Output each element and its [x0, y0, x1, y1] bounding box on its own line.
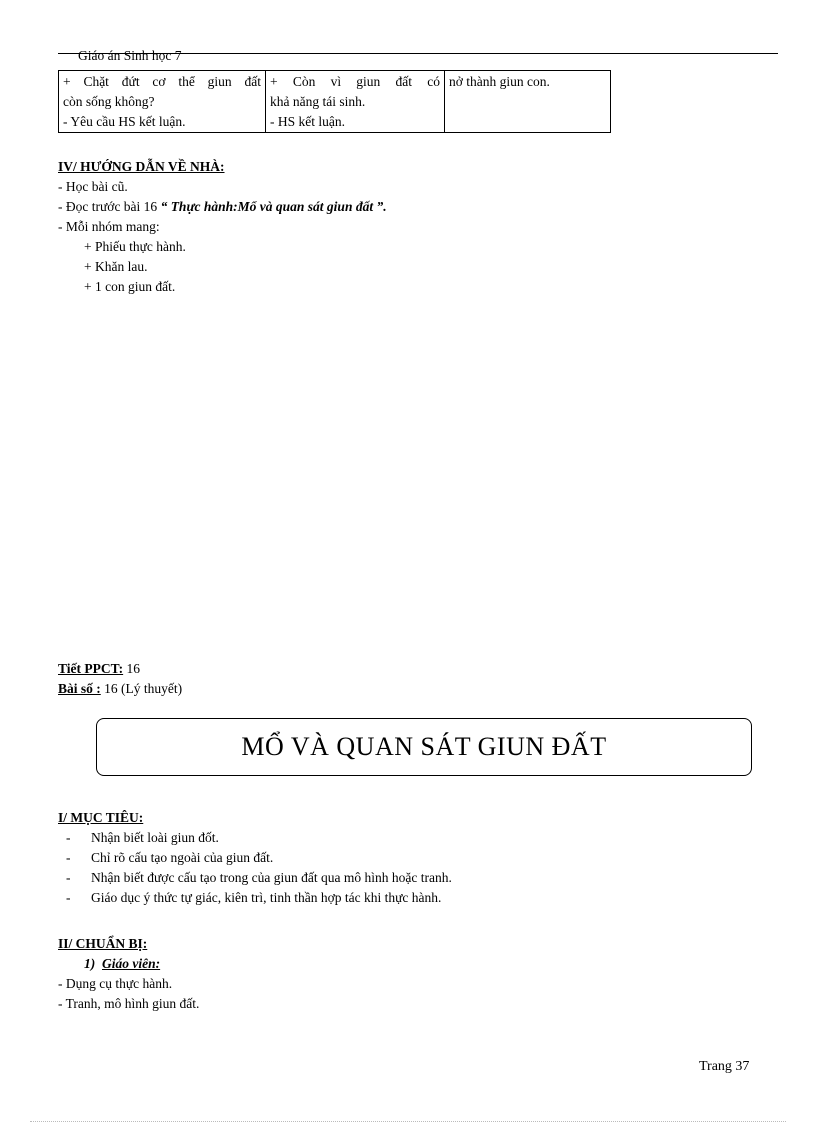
homework-item-next-lesson: [58, 197, 758, 217]
lesson-info: [58, 659, 758, 699]
objective-text: Nhận biết được cấu tạo trong của giun đất qua mô hình hoặc tranh.: [91, 870, 452, 885]
teacher-activity-cell: [59, 71, 266, 133]
cell-line: còn sống không?: [63, 94, 155, 109]
preparation-item: - Dụng cụ thực hành.: [58, 976, 173, 991]
page-bottom-border: [30, 1121, 786, 1122]
lesson-title: MỔ VÀ QUAN SÁT GIUN ĐẤT: [241, 732, 607, 761]
header-divider: [58, 53, 778, 54]
cell-line: nở thành giun con.: [449, 74, 550, 89]
homework-item: - Mỗi nhóm mang:: [58, 219, 160, 234]
lesson-title-box: [96, 718, 752, 776]
period-line: [58, 659, 758, 679]
list-item: [58, 868, 758, 888]
objectives-heading: I/ MỤC TIÊU:: [58, 810, 144, 825]
objectives-list: [58, 828, 758, 908]
objective-text: Chỉ rõ cấu tạo ngoài của giun đất.: [91, 850, 274, 865]
lesson-number-line: [58, 679, 758, 699]
content-cell: [445, 71, 611, 133]
homework-item: - Học bài cũ.: [58, 179, 128, 194]
list-item: [58, 848, 758, 868]
student-activity-cell: [266, 71, 445, 133]
preparation-item: - Tranh, mô hình giun đất.: [58, 996, 200, 1011]
homework-section: [58, 157, 758, 297]
homework-heading: IV/ HƯỚNG DẪN VỀ NHÀ:: [58, 159, 225, 174]
subheading-label: Giáo viên:: [102, 956, 161, 971]
bullet-dash: -: [66, 850, 71, 865]
objectives-section: [58, 808, 758, 908]
bullet-dash: -: [66, 890, 71, 905]
document-header-title: Giáo án Sinh học 7: [78, 48, 182, 63]
next-lesson-prefix: - Đọc trước bài 16: [58, 199, 161, 214]
subheading-number: 1): [84, 956, 96, 971]
objective-text: Nhận biết loài giun đốt.: [91, 830, 219, 845]
homework-sub-item: + 1 con giun đất.: [84, 279, 176, 294]
bullet-dash: -: [66, 830, 71, 845]
cell-line: - Yêu cầu HS kết luận.: [63, 114, 186, 129]
period-label: Tiết PPCT:: [58, 661, 124, 676]
lesson-number-value: 16 (Lý thuyết): [100, 681, 183, 696]
preparation-heading: II/ CHUẨN BỊ:: [58, 936, 148, 951]
table-row: [59, 71, 611, 133]
lesson-number-label: Bài số :: [58, 681, 101, 696]
activity-table: [58, 70, 611, 133]
preparation-section: [58, 934, 758, 1014]
homework-sub-item: + Khăn lau.: [84, 259, 148, 274]
cell-line: + Chặt đứt cơ thể giun đất: [63, 74, 261, 89]
cell-line: + Còn vì giun đất có: [270, 74, 440, 89]
list-item: [58, 828, 758, 848]
cell-line: khả năng tái sinh.: [270, 94, 366, 109]
teacher-subheading: [58, 954, 758, 974]
period-value: 16: [123, 661, 140, 676]
homework-sub-item: + Phiếu thực hành.: [84, 239, 186, 254]
list-item: [58, 888, 758, 908]
page-number: Trang 37: [699, 1059, 750, 1074]
next-lesson-title: “ Thực hành:Mổ và quan sát giun đất ”.: [160, 199, 387, 214]
cell-line: - HS kết luận.: [270, 114, 345, 129]
bullet-dash: -: [66, 870, 71, 885]
objective-text: Giáo dục ý thức tự giác, kiên trì, tinh thần hợp tác khi thực hành.: [91, 890, 442, 905]
